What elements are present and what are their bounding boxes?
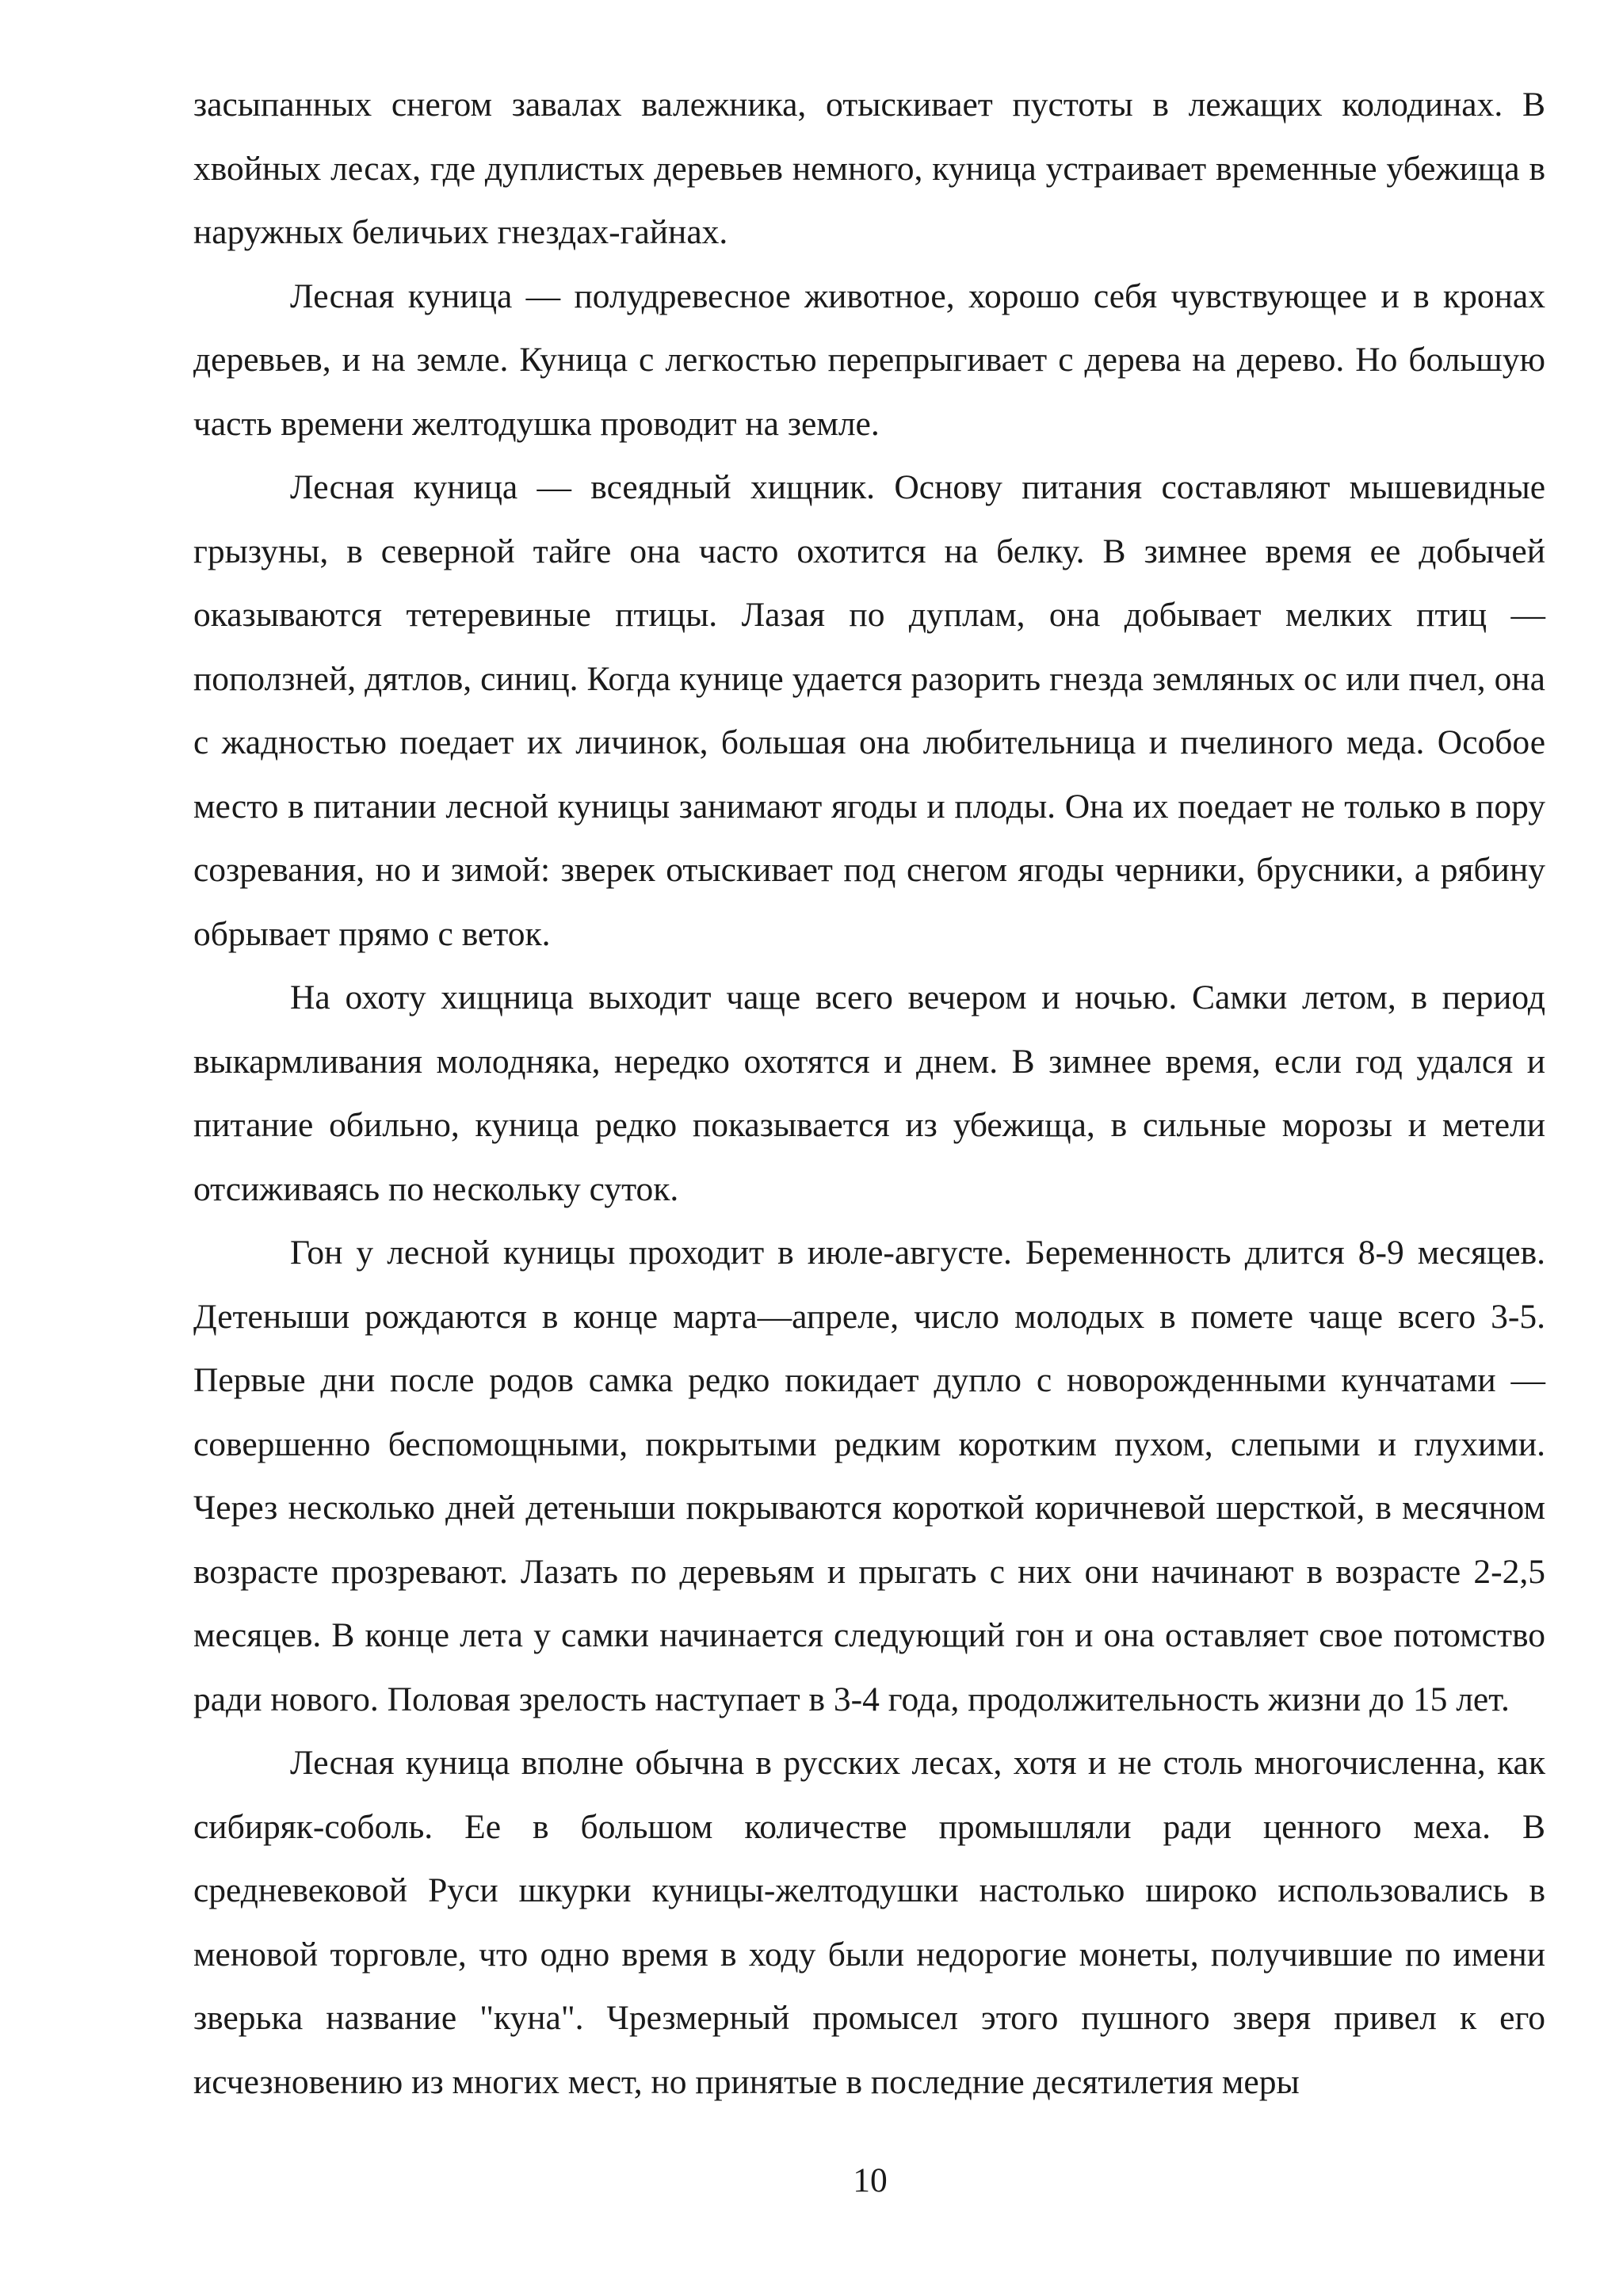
page-number: 10 bbox=[853, 2161, 888, 2199]
document-body bbox=[193, 73, 1545, 2114]
paragraph: Лесная куница — полудревесное животное, хорошо себя чувствующее и в кронах деревьев, и на земле. Куница с легкостью перепрыгивает с дерева на дерево. Но большую часть времени желтодушка проводит на земле. bbox=[193, 277, 1545, 443]
paragraph: Лесная куница — всеядный хищник. Основу питания составляют мышевидные грызуны, в северной тайге она часто охотится на белку. В зимнее время ее добычей оказываются тетеревиные птицы. Лазая по дуплам, она добывает мелких птиц — поползней, дятлов, синиц. Когда кунице удается разорить гнезда земляных ос или пчел, она с жадностью поедает их личинок, большая она любительница и пчелиного меда. Особое место в питании лесной куницы занимают ягоды и плоды. Она их поедает не только в пору созревания, но и зимой: зверек отыскивает под снегом ягоды черники, брусники, а рябину обрывает прямо с веток. bbox=[193, 468, 1545, 953]
paragraph: Лесная куница вполне обычна в русских лесах, хотя и не столь многочисленна, как сибиряк-соболь. Ее в большом количестве промышляли ради ценного меха. В средневековой Руси шкурки куницы-желтодушки настолько широко использовались в меновой торговле, что одно время в ходу были недорогие монеты, получившие по имени зверька название "куна". Чрезмерный промысел этого пушного зверя привел к его исчезновению из многих мест, но принятые в последние десятилетия меры bbox=[193, 1744, 1545, 2101]
paragraph: Гон у лесной куницы проходит в июле-августе. Беременность длится 8-9 месяцев. Детеныши рождаются в конце марта—апреле, число молодых в помете чаще всего 3-5. Первые дни после родов самка редко покидает дупло с новорожденными кунчатами — совершенно беспомощными, покрытыми редким коротким пухом, слепыми и глухими. Через несколько дней детеныши покрываются короткой коричневой шерсткой, в месячном возрасте прозревают. Лазать по деревьям и прыгать с них они начинают в возрасте 2-2,5 месяцев. В конце лета у самки начинается следующий гон и она оставляет свое потомство ради нового. Половая зрелость наступает в 3-4 года, продолжительность жизни до 15 лет. bbox=[193, 1234, 1545, 1718]
paragraph: засыпанных снегом завалах валежника, отыскивает пустоты в лежащих колодинах. В хвойных лесах, где дуплистых деревьев немного, куница устраивает временные убежища в наружных беличьих гнездах-гайнах. bbox=[193, 86, 1545, 251]
paragraph: На охоту хищница выходит чаще всего вечером и ночью. Самки летом, в период выкармливания молодняка, нередко охотятся и днем. В зимнее время, если год удался и питание обильно, куница редко показывается из убежища, в сильные морозы и метели отсиживаясь по нескольку суток. bbox=[193, 978, 1545, 1208]
